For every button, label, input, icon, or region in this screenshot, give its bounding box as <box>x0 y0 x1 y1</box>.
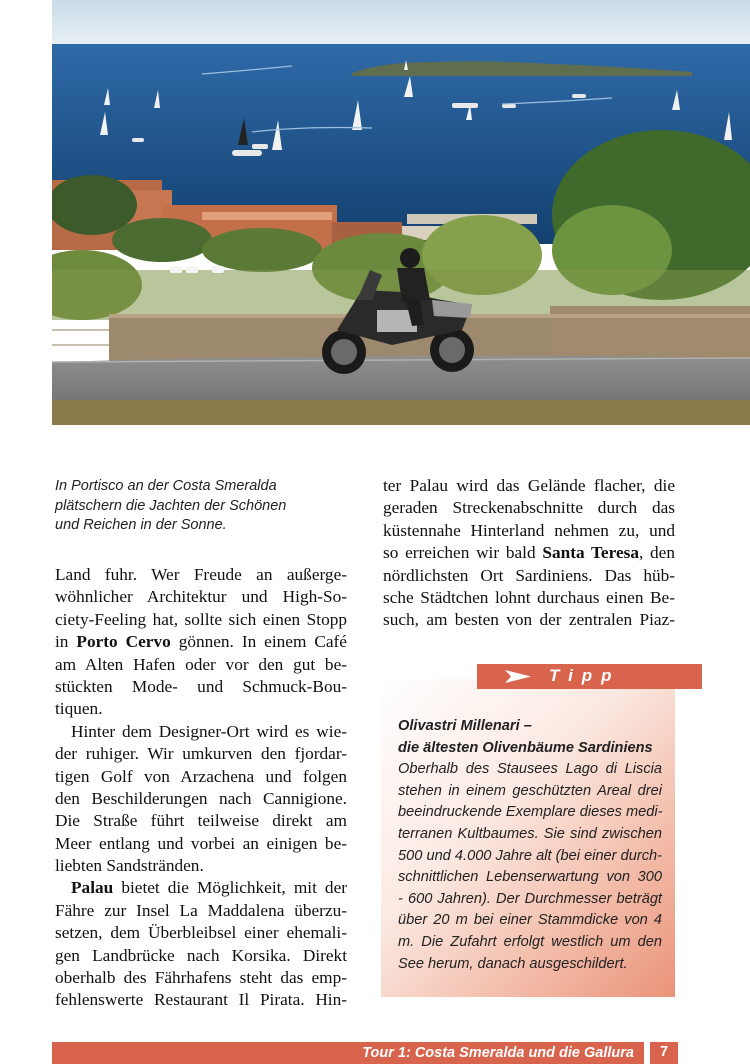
text-line <box>383 542 675 564</box>
tipp-header-bar <box>477 664 702 689</box>
text-line: tigen Golf von Arzachena und folgen <box>55 766 347 786</box>
tipp-body-line: - 600 Jahren). Der Durchmesser beträgt <box>398 890 662 907</box>
text-line: Fähre zur Insel La Maddalena überzu- <box>55 900 347 920</box>
text-line: tiquen. <box>55 699 103 719</box>
text-line: Meer entlang und vorbei an einigen be- <box>55 833 347 853</box>
text-line: ter Palau wird das Gelände flacher, die <box>383 476 675 495</box>
text-line: Hinter dem Designer-Ort wird es wie- <box>71 721 347 741</box>
text-line: oberhalb des Fährhafens steht das emp- <box>55 968 347 988</box>
text-fragment: in <box>55 632 69 652</box>
parked-cars <box>170 266 224 273</box>
text-line: küstennahe Hinterland nehmen zu, und <box>383 520 675 540</box>
page-number-box <box>650 1042 678 1064</box>
tipp-body-line: stehen in einem geschützten Areal drei <box>398 782 662 799</box>
tipp-content <box>398 716 662 975</box>
text-line: am Alten Hafen oder vor den gut be- <box>55 654 347 674</box>
text-line: stückten Mode- und Schmuck-Bou- <box>55 676 347 696</box>
place-name-palau: Palau <box>71 878 114 898</box>
text-line: wöhnlicher Architektur und High-So- <box>55 587 347 607</box>
body-column-left <box>55 564 347 1012</box>
text-line: such, am besten von der zentralen Piaz- <box>383 610 675 630</box>
text-line <box>55 631 347 653</box>
page-number: 7 <box>659 1044 669 1060</box>
place-name-porto-cervo: Porto Cervo <box>76 632 171 652</box>
tipp-title-line: Olivastri Millenari – <box>398 718 532 734</box>
text-line: ciety-Feeling hat, sollte sich einen Stopp <box>55 609 347 629</box>
text-line: sche Städtchen lohnt durchaus einen Be- <box>383 587 675 607</box>
caption-line: In Portisco an der Costa Smeralda <box>55 478 277 494</box>
text-line: fehlenswerte Restaurant Il Pirata. Hin- <box>55 990 347 1010</box>
tipp-body-line: See herum, danach ausgeschildert. <box>398 955 628 972</box>
caption-line: plätschern die Jachten der Schönen <box>55 497 287 514</box>
text-fragment: so erreichen wir bald <box>383 543 536 563</box>
body-column-right <box>383 475 675 632</box>
photo-illustration <box>52 0 750 425</box>
arrow-right-icon <box>505 670 531 683</box>
text-line: Die Straße führt teilweise direkt am <box>55 811 347 831</box>
running-title: Tour 1: Costa Smeralda und die Gallura <box>362 1045 634 1061</box>
tipp-body-line: schnittlichen Lebenserwartung von 300 <box>398 869 662 886</box>
text-line: nördlichsten Ort Sardiniens. Das hüb- <box>383 565 675 585</box>
tipp-body-line: m. Die Zufahrt erfolgt westlich um den <box>398 933 662 950</box>
tipp-body-line: 500 und 4.000 Jahre alt (bei einer durch- <box>398 847 662 864</box>
text-line: liebten Sandstränden. <box>55 856 204 876</box>
caption-line: und Reichen in der Sonne. <box>55 517 227 534</box>
tipp-body-line: über 20 m bei einer Stammdicke von 4 <box>398 912 662 929</box>
text-fragment: gönnen. In einem Café <box>178 632 347 652</box>
running-footer <box>52 1042 644 1064</box>
verge <box>52 400 750 425</box>
tipp-body-line: terranen Kultbaumes. Sie sind zwischen <box>398 825 662 842</box>
text-line: den Beschilderungen nach Cannigione. <box>55 788 347 808</box>
text-line: geraden Streckenabschnitte durch das <box>383 498 675 518</box>
hero-photo <box>52 0 750 425</box>
text-line: der ruhiger. Wir umkurven den fjordar- <box>55 744 347 764</box>
sky <box>52 0 750 44</box>
tipp-title-line: die ältesten Olivenbäume Sardiniens <box>398 739 653 756</box>
text-line: Land fuhr. Wer Freude an außerge- <box>55 565 347 584</box>
tipp-label: Tipp <box>549 666 621 685</box>
place-name-santa-teresa: Santa Teresa <box>542 543 639 563</box>
tipp-body-line: Oberhalb des Stausees Lago di Liscia <box>398 761 662 778</box>
text-fragment: , den <box>639 543 675 563</box>
text-line: gen Landbrücke nach Korsika. Direkt <box>55 945 347 965</box>
text-line: setzen, dem Überbleibsel einer ehemali- <box>55 923 347 943</box>
text-fragment: bietet die Möglichkeit, mit der <box>121 878 347 898</box>
text-line <box>55 877 347 899</box>
photo-caption <box>55 477 345 536</box>
tipp-body-line: beeindruckende Exemplare dieses medi- <box>398 804 663 821</box>
